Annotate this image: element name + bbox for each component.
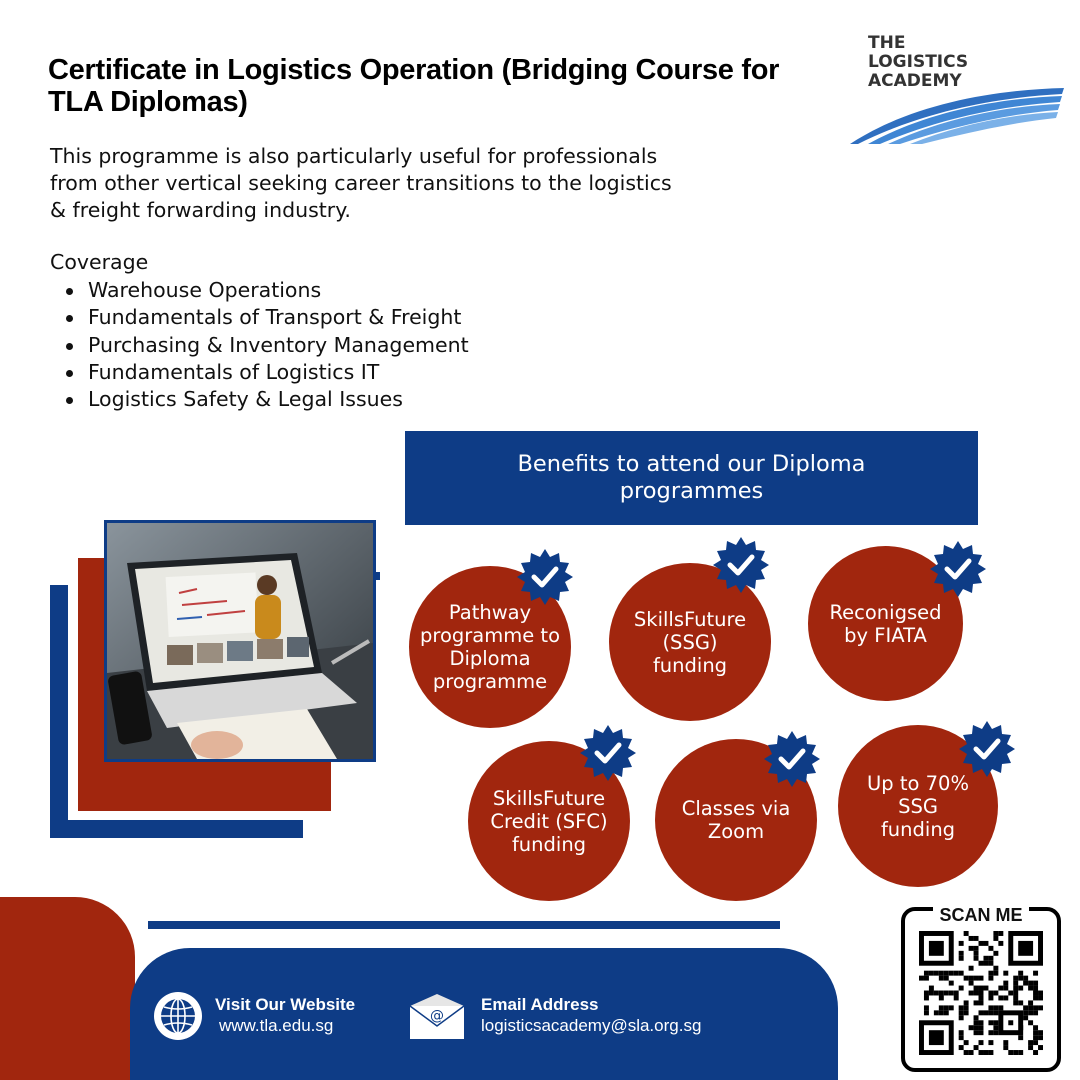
globe-icon <box>153 991 203 1041</box>
website-link[interactable]: www.tla.edu.sg <box>219 1016 334 1035</box>
benefit-zoom: Classes via Zoom <box>655 739 817 901</box>
laptop-illustration <box>107 523 373 759</box>
benefit-skillsfuture-credit: SkillsFuture Credit (SFC) funding <box>468 741 630 901</box>
check-badge-icon <box>579 724 637 782</box>
page-title: Certificate in Logistics Operation (Bridging Course for TLA Diplomas) <box>48 54 780 118</box>
check-badge-icon <box>763 730 821 788</box>
benefit-skillsfuture-ssg: SkillsFuture (SSG) funding <box>609 563 771 721</box>
check-badge-icon <box>929 540 987 598</box>
check-badge-icon <box>516 548 574 606</box>
qr-box[interactable] <box>901 907 1061 1072</box>
coverage-item: Logistics Safety & Legal Issues <box>66 386 469 413</box>
benefit-pathway: Pathway programme to Diploma programme <box>409 566 571 728</box>
coverage-item: Purchasing & Inventory Management <box>66 332 469 359</box>
email-link[interactable]: logisticsacademy@sla.org.sg <box>481 1016 702 1035</box>
coverage-item: Fundamentals of Transport & Freight <box>66 304 469 331</box>
website-label: Visit Our Website <box>215 995 356 1014</box>
benefits-heading: Benefits to attend our Diploma programmes <box>517 451 866 504</box>
academy-logo <box>848 34 1068 154</box>
benefit-fiata: Reconigsed by FIATA <box>808 546 963 701</box>
check-badge-icon <box>712 536 770 594</box>
check-badge-icon <box>958 720 1016 778</box>
qr-code-icon <box>919 928 1043 1058</box>
coverage-item: Fundamentals of Logistics IT <box>66 359 469 386</box>
logo-text: THE LOGISTICS ACADEMY <box>868 33 969 91</box>
benefit-ssg-funding: Up to 70% SSG funding <box>838 725 998 887</box>
coverage-label: Coverage <box>50 250 149 274</box>
footer-divider <box>148 921 780 929</box>
intro-paragraph: This programme is also particularly useful for professionals from other vertical seeking career transitions to the logistics & freight forwarding industry. <box>50 144 672 222</box>
footer-red-corner <box>0 897 135 1080</box>
benefits-banner <box>405 431 978 525</box>
coverage-item: Warehouse Operations <box>66 277 469 304</box>
video-call-photo <box>104 520 376 762</box>
coverage-list <box>66 277 469 413</box>
mail-icon <box>409 994 465 1040</box>
svg-text:@: @ <box>430 1008 444 1024</box>
logo-swoosh-icon <box>848 86 1068 146</box>
email-label: Email Address <box>481 995 599 1014</box>
qr-label: SCAN ME <box>905 905 1057 926</box>
